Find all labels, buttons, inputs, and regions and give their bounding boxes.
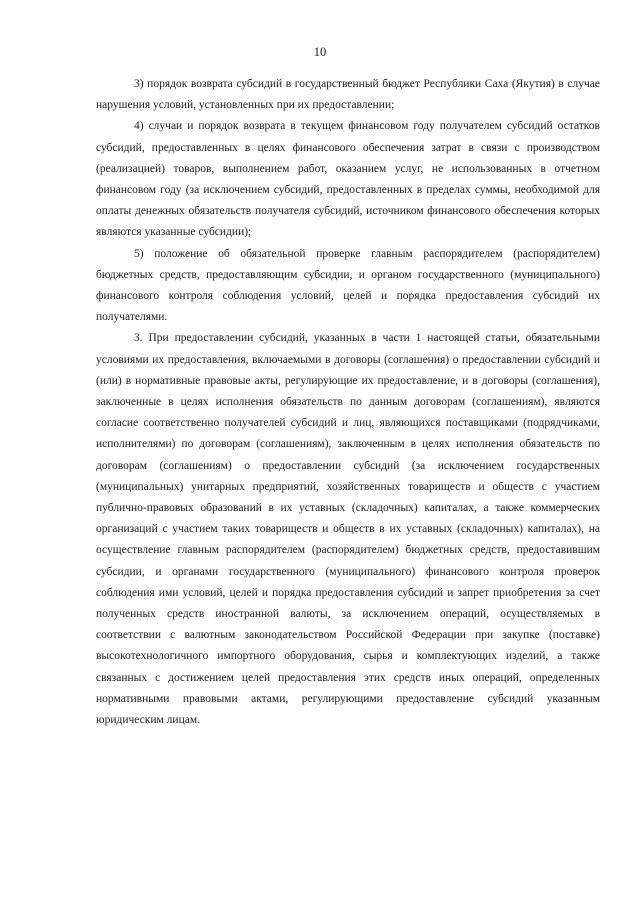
paragraph-item-3: 3) порядок возврата субсидий в государственный бюджет Республики Саха (Якутия) в случае нарушения условий, установленных при их предоставлении; <box>96 78 600 112</box>
page-number: 10 <box>313 45 327 59</box>
paragraph-item-5: 5) положение об обязательной проверке главным распорядителем (распорядителем) бюджетных средств, предоставляющим субсидии, и органом государственного (муниципального) финансового контроля соблюдения условий, целей и порядка предоставления субсидий их получателями. <box>96 247 600 324</box>
paragraph-part-3: 3. При предоставлении субсидий, указанных в части 1 настоящей статьи, обязательными условиями их предоставления, включаемыми в договоры (соглашения) о предоставлении субсидий и (или) в нормативные правовые акты, регулирующие их предоставление, и в договоры (соглашения), заключенные в целях исполнения обязательств по данным договорам (соглашениям), являются согласие соответственно получателей субсидий и лиц, являющихся поставщиками (подрядчиками, исполнителями) по договорам (соглашениям), заключенным в целях исполнения обязательств по договорам (соглашениям) о предоставлении субсидий (за исключением государственных (муниципальных) унитарных предприятий, хозяйственных товариществ и обществ с участием публично-правовых образований в их уставных (складочных) капиталах, а также коммерческих организаций с участием таких товариществ и обществ в их уставных (складочных) капиталах), на осуществление главным распорядителем (распорядителем) бюджетных средств, предоставившим субсидии, и органами государственного (муниципального) финансового контроля проверок соблюдения ими условий, целей и порядка предоставления субсидий и запрет приобретения за счет полученных средств иностранной валюты, за исключением операций, осуществляемых в соответствии с валютным законодательством Российской Федерации при закупке (поставке) высокотехнологичного импортного оборудования, сырья и комплектующих изделий, а также связанных с достижением целей предоставления этих средств иных операций, определенных нормативными правовыми актами, регулирующими предоставление субсидий указанным юридическим лицам. <box>96 332 600 727</box>
document-body <box>96 74 600 731</box>
paragraph-item-4: 4) случаи и порядок возврата в текущем финансовом году получателем субсидий остатков субсидий, предоставленных в целях финансового обеспечения затрат в связи с производством (реализацией) товаров, выполнением работ, оказанием услуг, не использованных в отчетном финансовом году (за исключением субсидий, предоставленных в пределах суммы, необходимой для оплаты денежных обязательств получателя субсидий, источником финансового обеспечения которых являются указанные субсидии); <box>96 120 600 239</box>
